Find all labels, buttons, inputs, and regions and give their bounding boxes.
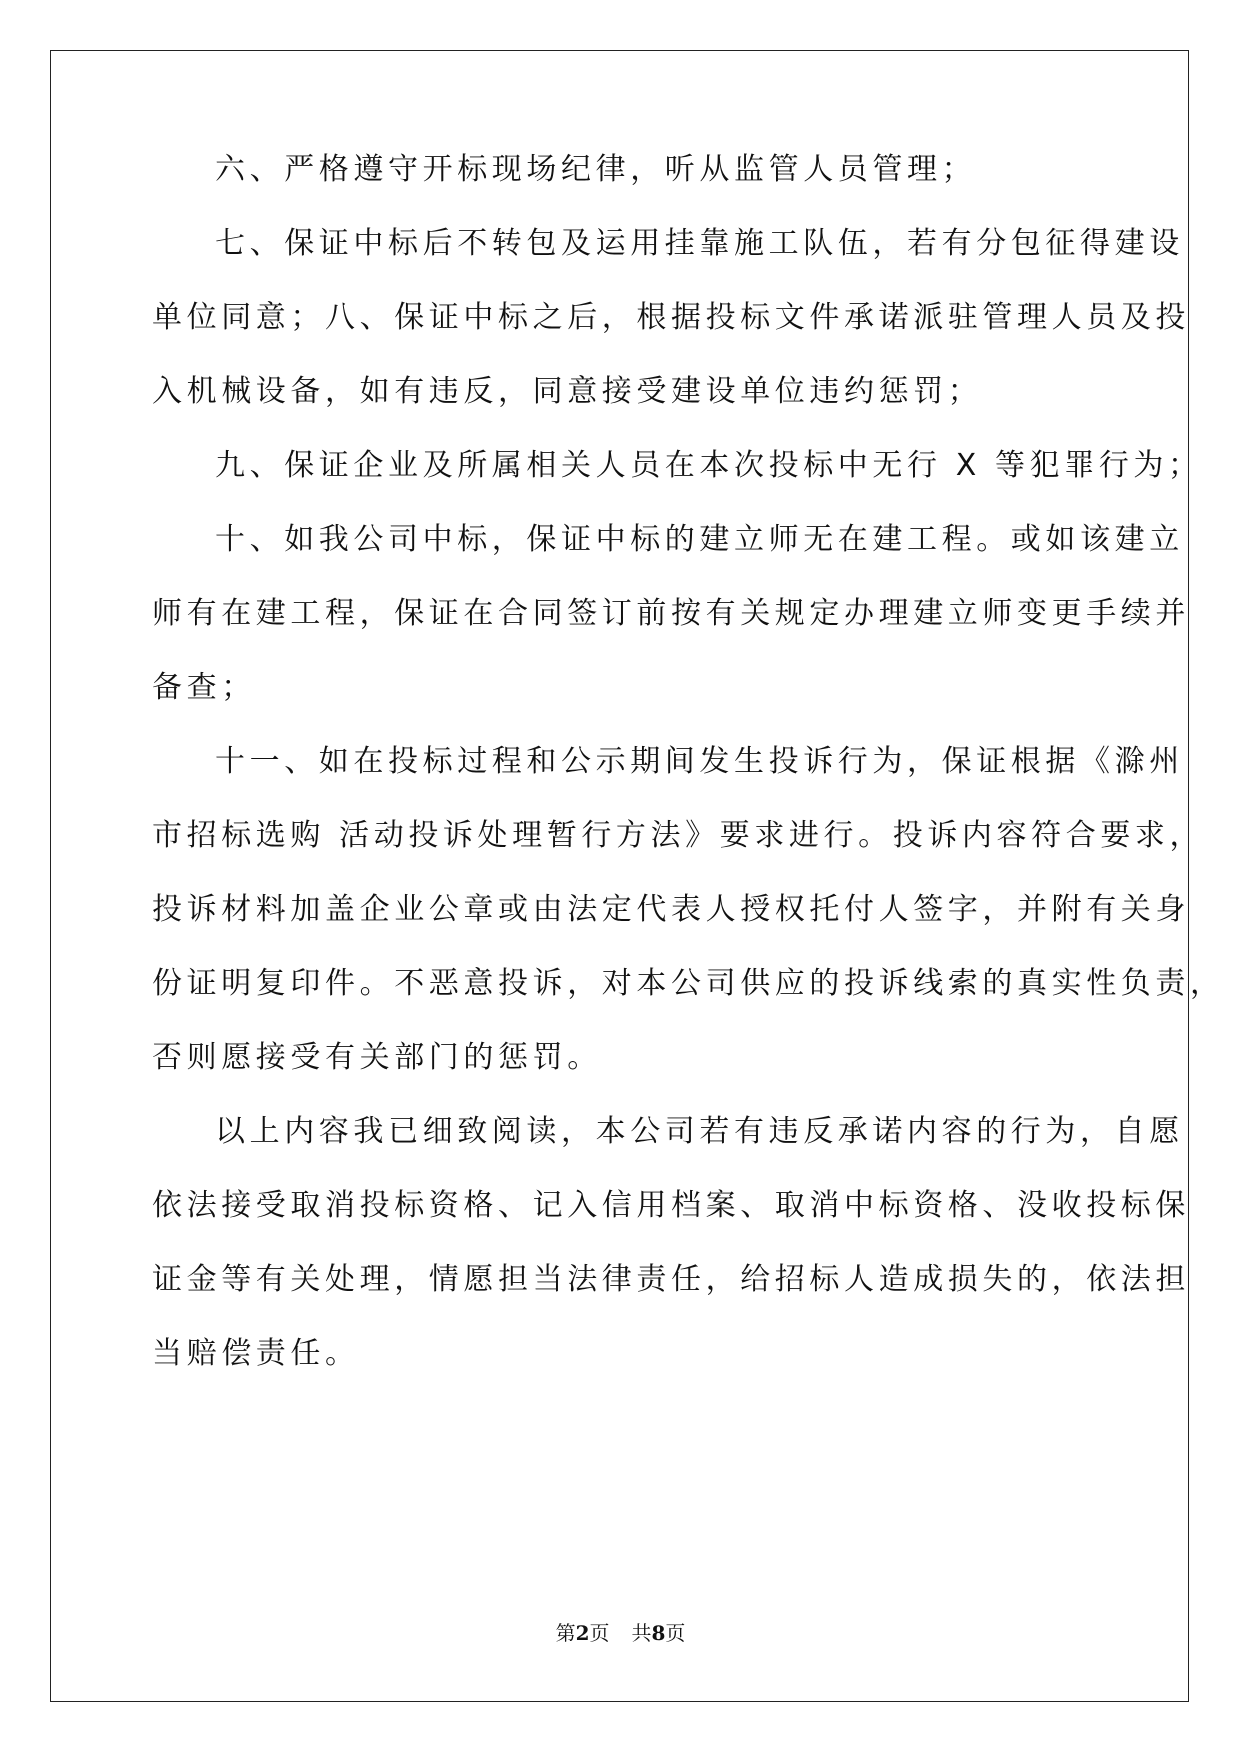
page-suffix: 页 [589, 1621, 610, 1645]
total-suffix: 页 [665, 1621, 686, 1645]
paragraph-line: 以上内容我已细致阅读，本公司若有违反承诺内容的行为，自愿 [215, 1114, 1184, 1149]
paragraph-line: 九、保证企业及所属相关人员在本次投标中无行 X 等犯罪行为； [215, 448, 1203, 483]
paragraph-line: 十一、如在投标过程和公示期间发生投诉行为，保证根据《滁州 [215, 744, 1184, 779]
paragraph-line: 单位同意；八、保证中标之后，根据投标文件承诺派驻管理人员及投 [152, 300, 1190, 335]
paragraph-line: 备查； [152, 670, 256, 705]
paragraph-line: 投诉材料加盖企业公章或由法定代表人授权托付人签字，并附有关身 [152, 892, 1190, 927]
paragraph-line: 证金等有关处理，情愿担当法律责任，给招标人造成损失的，依法担 [152, 1262, 1190, 1297]
paragraph-line: 依法接受取消投标资格、记入信用档案、取消中标资格、没收投标保 [152, 1188, 1190, 1223]
paragraph-line: 入机械设备，如有违反，同意接受建设单位违约惩罚； [152, 374, 983, 409]
page-footer [0, 1620, 1241, 1646]
paragraph-line: 十、如我公司中标，保证中标的建立师无在建工程。或如该建立 [215, 522, 1184, 557]
paragraph-line: 市招标选购 活动投诉处理暂行方法》要求进行。投诉内容符合要求， [152, 818, 1205, 853]
paragraph-line: 份证明复印件。不恶意投诉，对本公司供应的投诉线索的真实性负责， [152, 966, 1225, 1001]
paragraph-line: 七、保证中标后不转包及运用挂靠施工队伍，若有分包征得建设 [215, 226, 1184, 261]
total-prefix: 共 [631, 1621, 652, 1645]
paragraph-line: 六、严格遵守开标现场纪律，听从监管人员管理； [215, 152, 977, 187]
paragraph-line: 当赔偿责任。 [152, 1336, 360, 1371]
paragraph-line: 否则愿接受有关部门的惩罚。 [152, 1040, 602, 1075]
page-number: 2 [575, 1621, 590, 1645]
page-prefix: 第 [555, 1621, 576, 1645]
paragraph-line: 师有在建工程，保证在合同签订前按有关规定办理建立师变更手续并 [152, 596, 1190, 631]
total-pages: 8 [651, 1621, 666, 1645]
